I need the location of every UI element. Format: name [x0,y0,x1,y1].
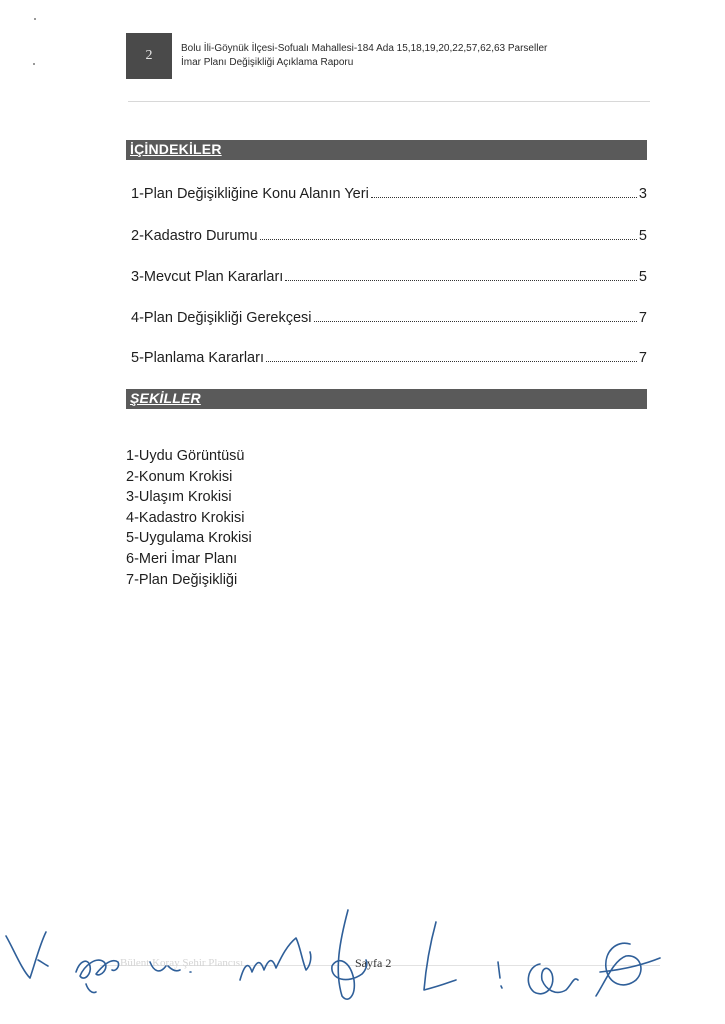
toc-leader-dots [285,280,637,281]
signature-5 [332,910,367,999]
figure-item: 1-Uydu Görüntüsü [126,448,245,464]
toc-leader-dots [314,321,637,322]
signature-4 [240,938,311,980]
toc-leader-dots [260,239,637,240]
toc-entry[interactable] [131,344,647,366]
page-number-box [126,33,172,79]
signature-8 [528,964,578,994]
signature-7 [498,962,502,988]
toc-leader-dots [266,361,637,362]
toc-leader-dots [371,197,637,198]
footer-page-label: Sayfa 2 [355,956,392,970]
figure-item: 5-Uygulama Krokisi [126,530,252,547]
figure-item: 2-Konum Krokisi [126,468,233,485]
toc-entry-label: 5-Planlama Kararları [131,350,264,366]
scan-speck [34,18,36,20]
toc-entry-label: 4-Plan Değişikliği Gerekçesi [131,310,312,326]
toc-title: İÇİNDEKİLER [130,141,222,157]
toc-entry[interactable] [131,304,647,326]
header-divider [128,101,650,102]
toc-entry-label: 1-Plan Değişikliğine Konu Alanın Yeri [131,186,369,202]
signature-9 [596,943,660,996]
footer-faded-text: Bülent Koray Şehir Plancısı [120,957,244,969]
toc-entry-label: 2-Kadastro Durumu [131,228,258,244]
scan-speck [33,63,35,65]
toc-entry[interactable] [131,180,647,202]
header-line-1: Bolu İli-Göynük İlçesi-Sofualı Mahallesi-184 Ada 15,18,19,20,22,57,62,63 Parseller [181,43,548,54]
figures-section-bar [126,389,647,409]
figures-title: ŞEKİLLER [130,390,201,406]
document-header [181,42,547,70]
toc-section-bar [126,140,647,160]
figures-list [126,446,252,590]
figure-item: 7-Plan Değişikliği [126,571,238,588]
toc-entry-page: 5 [638,269,647,285]
signature-3 [150,962,191,972]
signatures [0,900,725,1024]
figure-item: 6-Meri İmar Planı [126,550,238,567]
toc-entry-page: 3 [638,186,647,202]
toc-entry-page: 7 [638,350,647,366]
toc-entry[interactable] [131,222,647,244]
page-number: 2 [145,48,153,63]
signature-6 [424,922,456,990]
header-line-2: İmar Planı Değişikliği Açıklama Raporu [181,57,354,68]
figure-item: 4-Kadastro Krokisi [126,509,245,526]
toc-entry-page: 5 [638,228,647,244]
figure-item: 3-Ulaşım Krokisi [126,489,232,506]
signature-2 [76,960,119,992]
toc-entry-label: 3-Mevcut Plan Kararları [131,269,284,285]
toc-entry-page: 7 [638,310,647,326]
toc-entry[interactable] [131,263,647,285]
signature-1 [6,932,48,978]
